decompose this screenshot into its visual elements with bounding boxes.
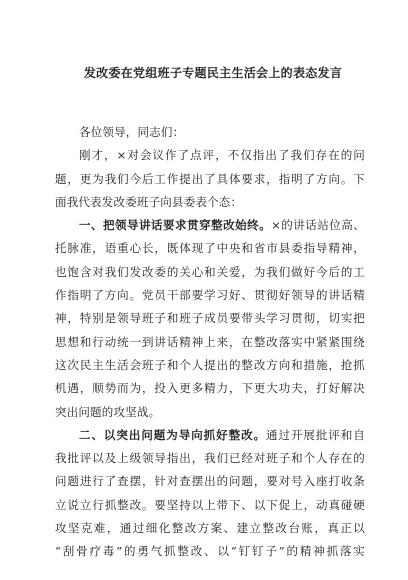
paragraph-line xyxy=(55,424,365,447)
paragraph-line: 刚才，×对会议作了点评，不仅指出了我们存在的问 xyxy=(79,148,365,163)
paragraph-line: 思想和行动统一到讲话精神上来，在整改落实中紧紧围绕 xyxy=(55,334,365,349)
paragraph-line: 也饱含对我们发改委的关心和关爱，为我们做好今后的工 xyxy=(55,264,365,279)
paragraph-line: 我批评以及上级领导指出，我们已经对班子和个人存在的 xyxy=(55,451,365,466)
paragraph-line: 问题进行了查摆，针对查摆出的问题，要对号入座打收条 xyxy=(55,474,365,489)
salutation-text: 各位领导，同志们： xyxy=(79,125,185,139)
paragraph-line: 攻坚克难，通过细化整改方案、建立整改台账，真正以 xyxy=(55,521,365,536)
paragraph-2 xyxy=(55,214,365,424)
paragraph-1 xyxy=(55,144,365,214)
paragraph-line: 突出问题的攻坚战。 xyxy=(55,404,161,419)
paragraph-line: 作指明了方向。党员干部要学习好、贯彻好领导的讲话精 xyxy=(55,288,365,303)
paragraph-line: 题，更为我们今后工作提出了具体要求，指明了方向。下 xyxy=(55,171,365,186)
paragraph-3 xyxy=(55,424,365,564)
document-title: 发改委在党组班子专题民主生活会上的表态发言 xyxy=(83,66,343,80)
section-heading-2: 二、以突出问题为导向抓好整改。 xyxy=(79,427,267,442)
paragraph-line: 机遇，顺势而为，投入更多精力，下更大功夫，打好解决 xyxy=(55,381,365,396)
paragraph-line-text: 通过开展批评和自 xyxy=(266,427,365,442)
section-heading-1: 一、把领导讲话要求贯穿整改始终。 xyxy=(79,218,272,233)
paragraph-line: 立说立行抓整改。要坚持以上带下、以下促上，动真碰硬 xyxy=(55,497,365,512)
paragraph-line: 这次民主生活会班子和个人提出的整改方向和措施，抢抓 xyxy=(55,357,365,372)
paragraph-line: 面我代表发改委班子向县委表个态： xyxy=(55,194,243,209)
paragraph-line-text: ×的讲话站位高、 xyxy=(271,218,365,233)
salutation xyxy=(55,121,365,144)
paragraph-line: 神，特别是领导班子和班子成员要带头学习贯彻，切实把 xyxy=(55,311,365,326)
paragraph-line xyxy=(55,214,365,237)
paragraph-line: 托脉准，语重心长，既体现了中央和省市县委指导精神， xyxy=(55,241,365,256)
paragraph-line: “刮骨疗毒”的勇气抓整改、以“钉钉子”的精神抓落实 xyxy=(55,544,365,559)
